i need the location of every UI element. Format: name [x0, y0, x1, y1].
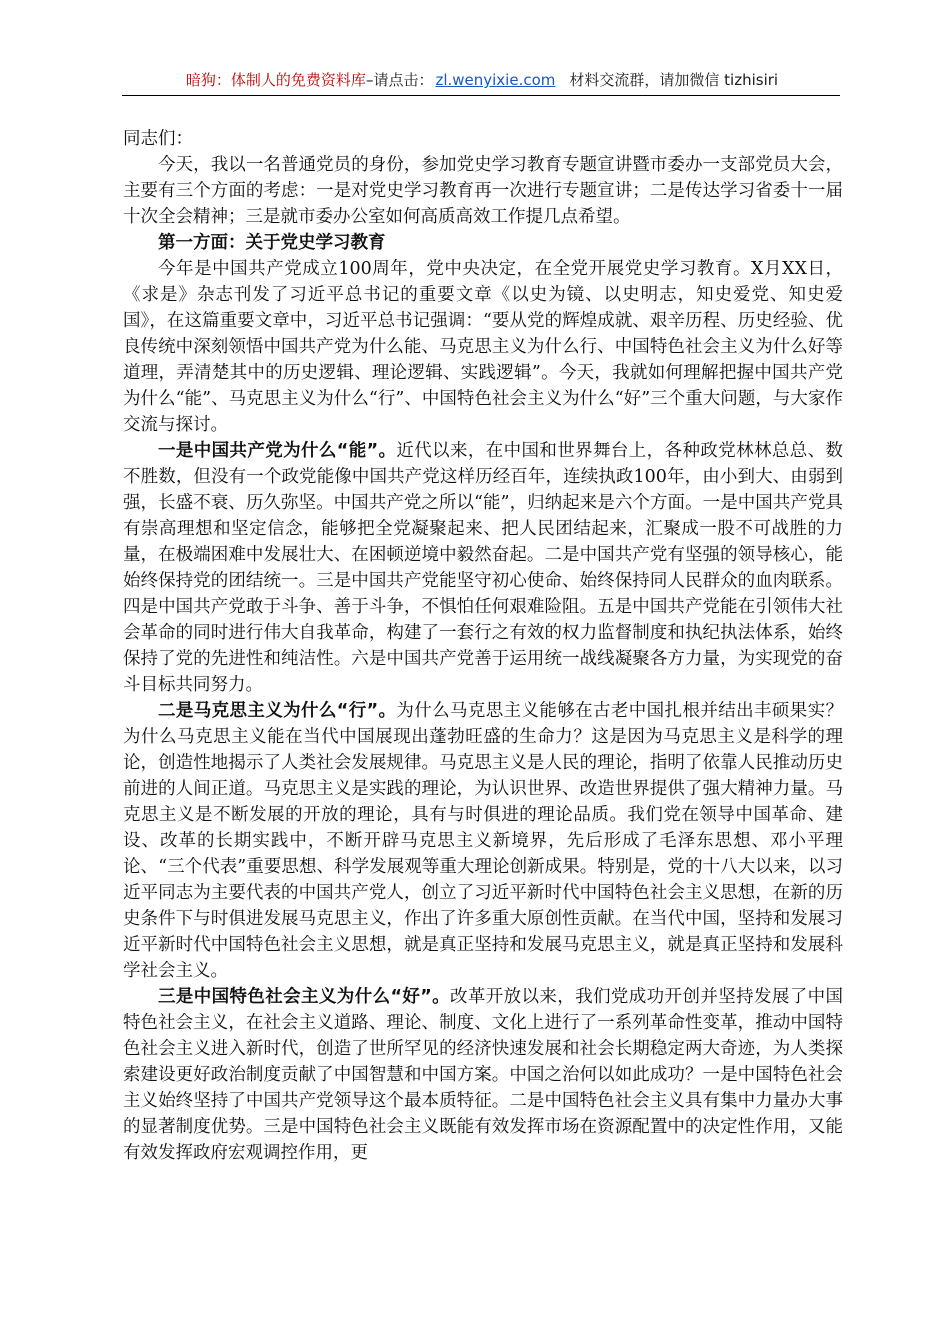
header-divider [122, 95, 840, 96]
header-prompt: –请点击： [365, 71, 434, 89]
point-1-paragraph [123, 438, 843, 698]
point-2-paragraph [123, 698, 843, 984]
salutation: 同志们： [123, 129, 193, 149]
document-body [123, 126, 843, 1166]
point-3-title: 三是中国特色社会主义为什么“好”。 [158, 987, 450, 1007]
point-1-body: 近代以来，在中国和世界舞台上，各种政党林林总总、数不胜数，但没有一个政党能像中国共产党这样历经百年，连续执政100年，由小到大、由弱到强，长盛不衰、历久弥坚。中国共产党之所以“能”，归纳起来是六个方面。一是中国共产党具有崇高理想和坚定信念，能够把全党凝聚起来、把人民团结起来，汇聚成一股不可战胜的力量，在极端困难中发展壮大、在困顿逆境中毅然奋起。二是中国共产党有坚强的领导核心，能始终保持党的团结统一。三是中国共产党能坚守初心使命、始终保持同人民群众的血肉联系。四是中国共产党敢于斗争、善于斗争，不惧怕任何艰难险阻。五是中国共产党能在引领伟大社会革命的同时进行伟大自我革命，构建了一套行之有效的权力监督制度和执纪执法体系，始终保持了党的先进性和纯洁性。六是中国共产党善于运用统一战线凝聚各方力量，为实现党的奋斗目标共同努力。 [123, 441, 843, 695]
page-header [122, 70, 842, 90]
point-2-title: 二是马克思主义为什么“行”。 [158, 701, 397, 721]
header-site-name: 暗狗：体制人的免费资料库 [185, 71, 366, 89]
point-3-paragraph [123, 984, 843, 1166]
section-paragraph: 今年是中国共产党成立100周年，党中央决定，在全党开展党史学习教育。X月XX日，《求是》杂志刊发了习近平总书记的重要文章《以史为镜、以史明志，知史爱党、知史爱国》，在这篇重要文章中，习近平总书记强调：“要从党的辉煌成就、艰辛历程、历史经验、优良传统中深刻领悟中国共产党为什么能、马克思主义为什么行、中国特色社会主义为什么好等道理，弄清楚其中的历史逻辑、理论逻辑、实践逻辑”。今天，我就如何理解把握中国共产党为什么“能”、马克思主义为什么“行”、中国特色社会主义为什么“好”三个重大问题，与大家作交流与探讨。 [123, 259, 843, 435]
intro-paragraph: 今天，我以一名普通党员的身份，参加党史学习教育专题宣讲暨市委办一支部党员大会，主要有三个方面的考虑：一是对党史学习教育再一次进行专题宣讲；二是传达学习省委十一届十次全会精神；三是就市委办公室如何高质高效工作提几点希望。 [123, 155, 843, 227]
section-heading: 第一方面：关于党史学习教育 [158, 233, 386, 253]
point-2-body: 为什么马克思主义能够在古老中国扎根并结出丰硕果实？为什么马克思主义能在当代中国展现出蓬勃旺盛的生命力？这是因为马克思主义是科学的理论，创造性地揭示了人类社会发展规律。马克思主义是人民的理论，指明了依靠人民推动历史前进的人间正道。马克思主义是实践的理论，为认识世界、改造世界提供了强大精神力量。马克思主义是不断发展的开放的理论，具有与时俱进的理论品质。我们党在领导中国革命、建设、改革的长期实践中，不断开辟马克思主义新境界，先后形成了毛泽东思想、邓小平理论、“三个代表”重要思想、科学发展观等重大理论创新成果。特别是，党的十八大以来，以习近平同志为主要代表的中国共产党人，创立了习近平新时代中国特色社会主义思想，在新的历史条件下与时俱进发展马克思主义，作出了许多重大原创性贡献。在当代中国，坚持和发展习近平新时代中国特色社会主义思想，就是真正坚持和发展马克思主义，就是真正坚持和发展科学社会主义。 [123, 701, 843, 981]
header-contact: 材料交流群，请加微信 tizhisiri [569, 71, 779, 89]
point-1-title: 一是中国共产党为什么“能”。 [158, 441, 397, 461]
header-link[interactable]: zl.wenyixie.com [435, 71, 556, 89]
point-3-body: 改革开放以来，我们党成功开创并坚持发展了中国特色社会主义，在社会主义道路、理论、制度、文化上进行了一系列革命性变革，推动中国特色社会主义进入新时代，创造了世所罕见的经济快速发展和社会长期稳定两大奇迹，为人类探索建设更好政治制度贡献了中国智慧和中国方案。中国之治何以如此成功？一是中国特色社会主义始终坚持了中国共产党领导这个最本质特征。二是中国特色社会主义具有集中力量办大事的显著制度优势。三是中国特色社会主义既能有效发挥市场在资源配置中的决定性作用，又能有效发挥政府宏观调控作用，更 [123, 987, 843, 1163]
